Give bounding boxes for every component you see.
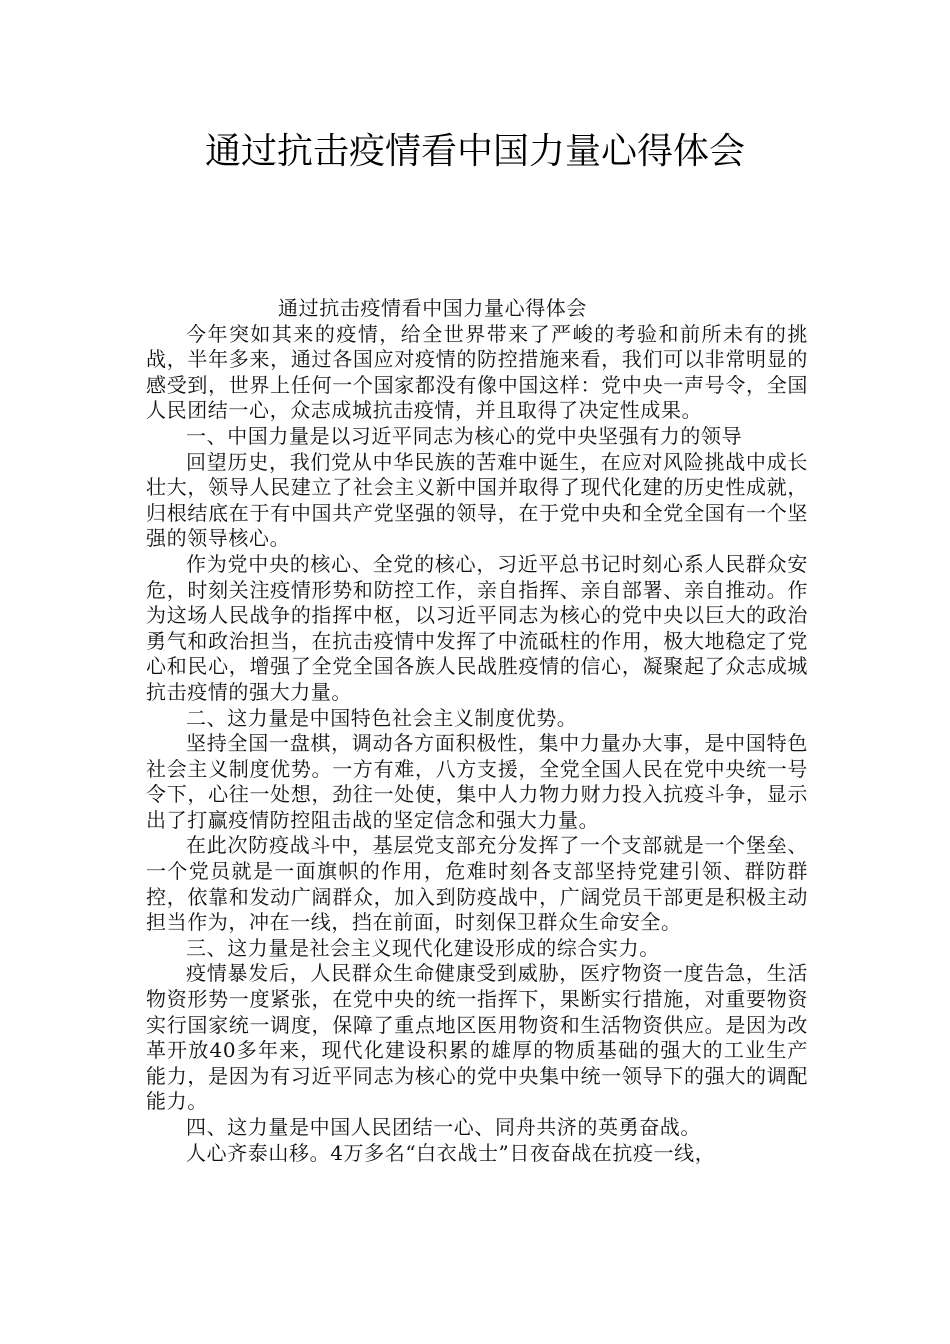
section-heading-4: 四、这力量是中国人民团结一心、同舟共济的英勇奋战。	[186, 1115, 701, 1139]
section-heading-1: 一、中国力量是以习近平同志为核心的党中央坚强有力的领导	[186, 423, 743, 448]
paragraph-intro: 今年突如其来的疫情，给全世界带来了严峻的考验和前所未有的挑战，半年多来，通过各国应对疫情的防控措施来看，我们可以非常明显的感受到，世界上任何一个国家都没有像中国这样：党中央一声号令，全国人民团结一心，众志成城抗击疫情，并且取得了决定性成果。	[146, 321, 808, 423]
paragraph: 在此次防疫战斗中，基层党支部充分发挥了一个支部就是一个堡垒、一个党员就是一面旗帜的作用，危难时刻各支部坚持党建引领、群防群控，依靠和发动广阔群众，加入到防疫战中，广阔党员干部更是积极主动担当作为，冲在一线，挡在前面，时刻保卫群众生命安全。	[146, 833, 808, 935]
document-subtitle: 通过抗击疫情看中国力量心得体会	[278, 296, 587, 320]
paragraph: 回望历史，我们党从中华民族的苦难中诞生，在应对风险挑战中成长壮大，领导人民建立了社会主义新中国并取得了现代化建的历史性成就，归根结底在于有中国共产党坚强的领导，在于党中央和全党全国有一个坚强的领导核心。	[146, 449, 808, 551]
paragraph: 作为党中央的核心、全党的核心，习近平总书记时刻心系人民群众安危，时刻关注疫情形势和防控工作，亲自指挥、亲自部署、亲自推动。作为这场人民战争的指挥中枢，以习近平同志为核心的党中央以巨大的政治勇气和政治担当，在抗击疫情中发挥了中流砥柱的作用，极大地稳定了党心和民心，增强了全党全国各族人民战胜疫情的信心，凝聚起了众志成城抗击疫情的强大力量。	[146, 551, 808, 704]
paragraph: 疫情暴发后，人民群众生命健康受到威胁，医疗物资一度告急，生活物资形势一度紧张，在党中央的统一指挥下，果断实行措施，对重要物资实行国家统一调度，保障了重点地区医用物资和生活物资供应。是因为改革开放40多年来，现代化建设积累的雄厚的物质基础的强大的工业生产能力，是因为有习近平同志为核心的党中央集中统一领导下的强大的调配能力。	[146, 961, 808, 1114]
section-heading-2: 二、这力量是中国特色社会主义制度优势。	[186, 705, 578, 730]
document-body	[146, 296, 808, 1166]
section-heading-3: 三、这力量是社会主义现代化建设形成的综合实力。	[186, 935, 660, 960]
document-title: 通过抗击疫情看中国力量心得体会	[204, 131, 745, 172]
paragraph: 坚持全国一盘棋，调动各方面积极性，集中力量办大事，是中国特色社会主义制度优势。一方有难，八方支援，全党全国人民在党中央统一号令下，心往一处想，劲往一处使，集中人力物力财力投入抗疫斗争，显示出了打赢疫情防控阻击战的坚定信念和强大力量。	[146, 731, 808, 832]
paragraph: 人心齐泰山移。4万多名“白衣战士”日夜奋战在抗疫一线，	[186, 1140, 716, 1165]
